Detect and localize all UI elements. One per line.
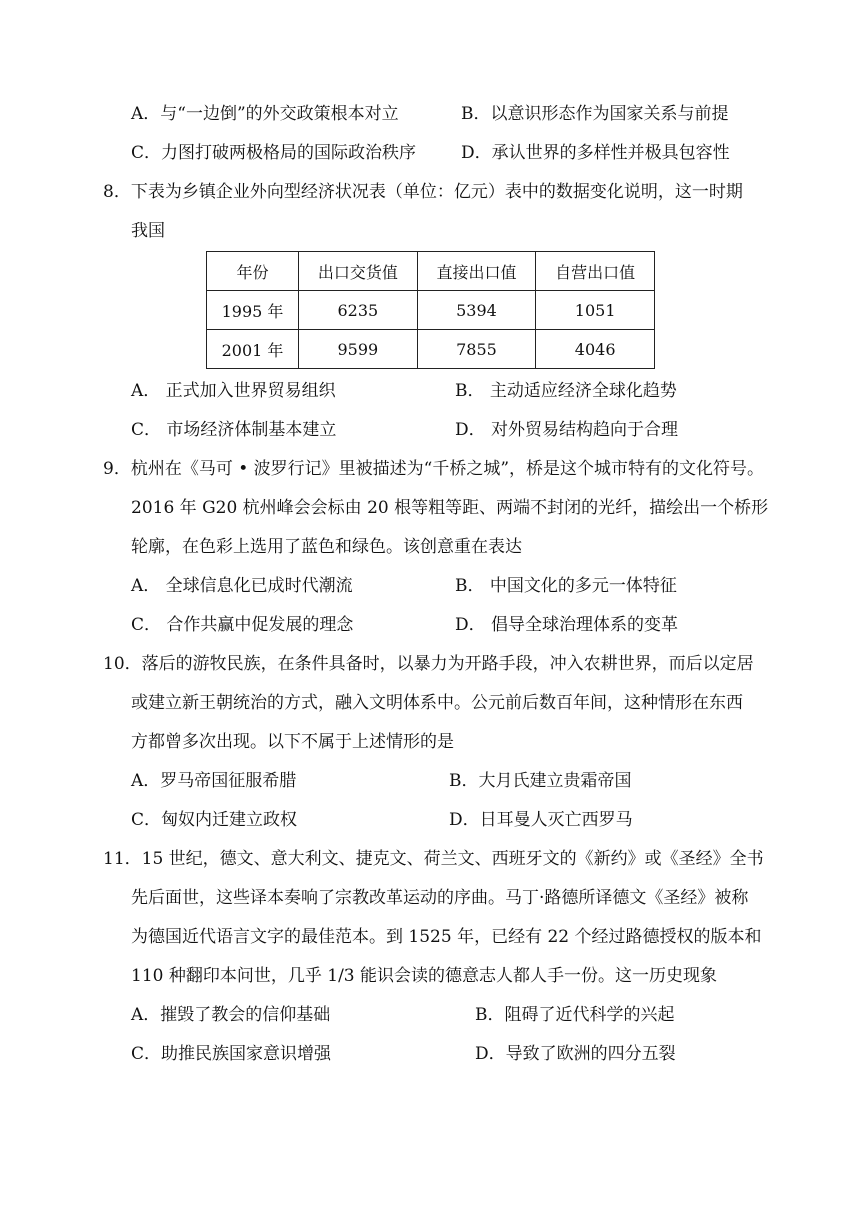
table-cell: 1995 年: [207, 291, 299, 330]
q11-stem-line1: 11．15 世纪，德文、意大利文、捷克文、荷兰文、西班牙文的《新约》或《圣经》全书: [103, 849, 764, 869]
q10-option-d: D．日耳曼人灭亡西罗马: [449, 810, 633, 830]
table-cell: 7855: [417, 330, 536, 369]
table-header-cell: 出口交货值: [299, 252, 418, 291]
q11-option-a: A．摧毁了教会的信仰基础: [131, 1005, 331, 1025]
q9-option-c: C． 合作共赢中促发展的理念: [131, 615, 354, 635]
table-cell: 4046: [536, 330, 655, 369]
q8-option-d: D． 对外贸易结构趋向于合理: [455, 420, 679, 440]
q9-option-d: D． 倡导全球治理体系的变革: [455, 615, 679, 635]
table-cell: 6235: [299, 291, 418, 330]
q7-option-b: B．以意识形态作为国家关系与前提: [461, 104, 729, 124]
export-data-table: [206, 251, 655, 369]
q11-option-d: D．导致了欧洲的四分五裂: [475, 1044, 676, 1064]
table-cell: 5394: [417, 291, 536, 330]
q8-stem-line2: 我国: [131, 221, 165, 241]
q11-stem-line3: 为德国近代语言文字的最佳范本。到 1525 年，已经有 22 个经过路德授权的版本和: [131, 927, 762, 947]
q10-stem-line3: 方都曾多次出现。以下不属于上述情形的是: [131, 732, 454, 752]
q8-option-a: A． 正式加入世界贸易组织: [131, 381, 336, 401]
q10-stem-line2: 或建立新王朝统治的方式，融入文明体系中。公元前后数百年间，这种情形在东西: [131, 693, 743, 713]
q9-option-b: B． 中国文化的多元一体特征: [455, 576, 677, 596]
q9-stem-line3: 轮廓，在色彩上选用了蓝色和绿色。该创意重在表达: [131, 537, 522, 557]
table-row: [207, 291, 655, 330]
table-header-cell: 直接出口值: [417, 252, 536, 291]
q10-option-c: C．匈奴内迁建立政权: [131, 810, 298, 830]
q10-option-b: B．大月氏建立贵霜帝国: [449, 771, 632, 791]
table-cell: 2001 年: [207, 330, 299, 369]
q11-stem-line2: 先后面世，这些译本奏响了宗教改革运动的序曲。马丁·路德所译德文《圣经》被称: [131, 888, 749, 908]
q8-option-b: B． 主动适应经济全球化趋势: [455, 381, 677, 401]
table-cell: 9599: [299, 330, 418, 369]
q7-option-c: C．力图打破两极格局的国际政治秩序: [131, 143, 417, 163]
table-row: [207, 330, 655, 369]
table-header-row: [207, 252, 655, 291]
q8-option-c: C． 市场经济体制基本建立: [131, 420, 337, 440]
table-header-cell: 自营出口值: [536, 252, 655, 291]
q9-stem-line2: 2016 年 G20 杭州峰会会标由 20 根等粗等距、两端不封闭的光纤，描绘出一个桥形: [131, 498, 769, 518]
table-cell: 1051: [536, 291, 655, 330]
q7-option-a: A．与“一边倒”的外交政策根本对立: [131, 104, 399, 124]
q9-stem-line1: 9．杭州在《马可 • 波罗行记》里被描述为“千桥之城”，桥是这个城市特有的文化符号。: [103, 459, 765, 479]
q7-option-d: D．承认世界的多样性并极具包容性: [461, 143, 730, 163]
table-header-cell: 年份: [207, 252, 299, 291]
q9-option-a: A． 全球信息化已成时代潮流: [131, 576, 353, 596]
q10-option-a: A．罗马帝国征服希腊: [131, 771, 297, 791]
q11-stem-line4: 110 种翻印本问世，几乎 1/3 能识会读的德意志人都人手一份。这一历史现象: [131, 966, 718, 986]
q8-stem-line1: 8．下表为乡镇企业外向型经济状况表（单位：亿元）表中的数据变化说明，这一时期: [103, 182, 743, 202]
q11-option-b: B．阻碍了近代科学的兴起: [475, 1005, 675, 1025]
q10-stem-line1: 10．落后的游牧民族，在条件具备时，以暴力为开路手段，冲入农耕世界，而后以定居: [103, 654, 754, 674]
q11-option-c: C．助推民族国家意识增强: [131, 1044, 332, 1064]
